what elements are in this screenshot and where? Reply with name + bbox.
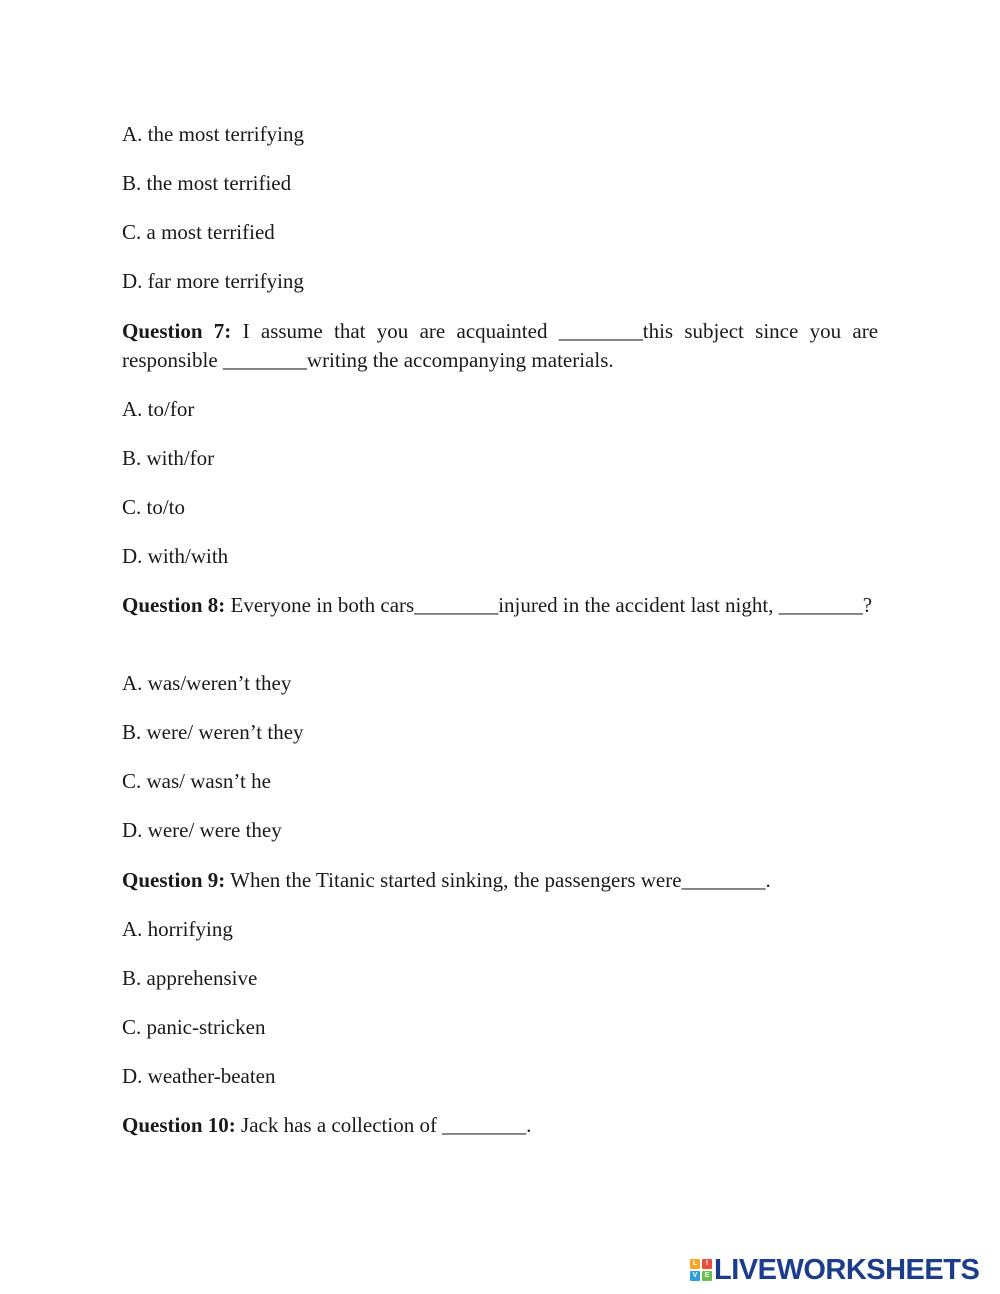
logo-mark-l: L	[690, 1259, 700, 1269]
q7-option-d: D. with/with	[122, 544, 229, 568]
logo-mark-v: V	[690, 1271, 700, 1281]
liveworksheets-logo	[690, 1255, 979, 1285]
question-8-label: Question 8:	[122, 593, 226, 617]
q9-option-b: B. apprehensive	[122, 966, 258, 990]
question-9	[122, 866, 771, 895]
question-9-text: When the Titanic started sinking, the passengers were________.	[230, 868, 771, 892]
question-7-text: I assume that you are acquainted ________this subject since you are responsible ________writing the accompanying materials.	[122, 319, 879, 372]
q8-option-a: A. was/weren’t they	[122, 671, 292, 695]
q8-option-d: D. were/ were they	[122, 818, 282, 842]
q8-option-c: C. was/ wasn’t he	[122, 769, 271, 793]
q6-option-c: C. a most terrified	[122, 220, 275, 244]
logo-mark-e: E	[702, 1271, 712, 1281]
question-8-text: Everyone in both cars________injured in the accident last night, ________?	[230, 593, 873, 617]
q7-option-b: B. with/for	[122, 446, 215, 470]
question-8	[122, 591, 878, 620]
question-7-label: Question 7:	[122, 319, 232, 343]
q9-option-c: C. panic-stricken	[122, 1015, 266, 1039]
q6-option-a: A. the most terrifying	[122, 122, 304, 146]
q9-option-d: D. weather-beaten	[122, 1064, 276, 1088]
q6-option-d: D. far more terrifying	[122, 269, 304, 293]
q6-option-b: B. the most terrified	[122, 171, 292, 195]
question-10-text: Jack has a collection of ________.	[241, 1113, 532, 1137]
logo-text: LIVEWORKSHEETS	[714, 1253, 980, 1286]
question-10-label: Question 10:	[122, 1113, 236, 1137]
question-9-label: Question 9:	[122, 868, 226, 892]
q8-option-b: B. were/ weren’t they	[122, 720, 304, 744]
question-10	[122, 1111, 531, 1140]
question-7	[122, 317, 878, 375]
logo-mark-i: I	[702, 1259, 712, 1269]
logo-mark-icon	[690, 1259, 712, 1281]
q7-option-c: C. to/to	[122, 495, 186, 519]
q7-option-a: A. to/for	[122, 397, 195, 421]
q9-option-a: A. horrifying	[122, 917, 233, 941]
